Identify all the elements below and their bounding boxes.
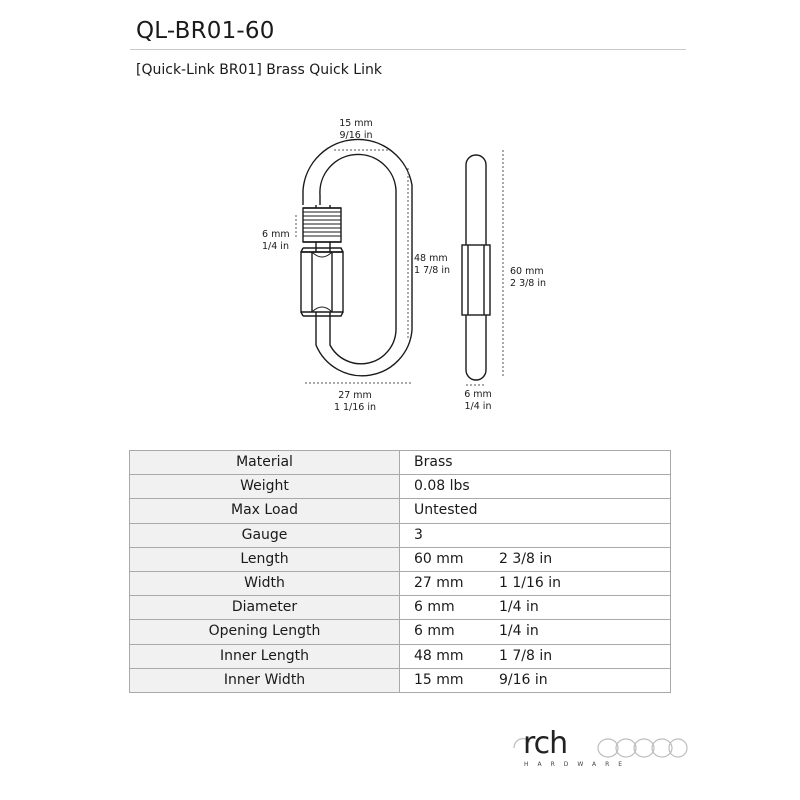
spec-value: 60 mm 2 3/8 in <box>400 547 671 571</box>
side-view-link <box>462 155 490 380</box>
table-row <box>130 644 671 668</box>
product-code-title: QL-BR01-60 <box>136 18 275 44</box>
dim-opening-in: 1/4 in <box>262 241 289 252</box>
screw-thread <box>303 208 341 242</box>
dim-top-mm: 15 mm <box>339 118 373 129</box>
dim-length-in: 2 3/8 in <box>510 278 547 289</box>
dim-length-mm: 60 mm <box>510 266 544 277</box>
barrel-nut <box>301 248 343 316</box>
table-row <box>130 571 671 595</box>
table-row <box>130 547 671 571</box>
spec-value: 0.08 lbs <box>400 475 671 499</box>
table-row <box>130 475 671 499</box>
table-row <box>130 451 671 475</box>
brand-logo-subtext: HARDWARE <box>524 761 632 768</box>
spec-value: 6 mm 1/4 in <box>400 620 671 644</box>
spec-label: Opening Length <box>130 620 400 644</box>
table-row <box>130 499 671 523</box>
spec-value: 15 mm 9/16 in <box>400 668 671 692</box>
dim-width-mm: 27 mm <box>338 390 372 401</box>
spec-value: 48 mm 1 7/8 in <box>400 644 671 668</box>
spec-label: Width <box>130 571 400 595</box>
spec-label: Inner Length <box>130 644 400 668</box>
spec-value: 3 <box>400 523 671 547</box>
dim-top-in: 9/16 in <box>339 130 373 141</box>
spec-value: Brass <box>400 451 671 475</box>
spec-label: Material <box>130 451 400 475</box>
brand-logo-text: rch <box>523 726 568 761</box>
dim-width-in: 1 1/16 in <box>333 402 377 413</box>
spec-table <box>129 450 671 693</box>
dim-opening-mm: 6 mm <box>262 229 290 240</box>
table-row <box>130 596 671 620</box>
spec-value: 6 mm 1/4 in <box>400 596 671 620</box>
spec-label: Gauge <box>130 523 400 547</box>
dim-diameter-mm: 6 mm <box>464 389 492 400</box>
spec-value: Untested <box>400 499 671 523</box>
table-row <box>130 620 671 644</box>
table-row <box>130 668 671 692</box>
dim-diameter-in: 1/4 in <box>464 401 492 412</box>
dim-inner-length-mm: 48 mm <box>414 253 448 264</box>
spec-value: 27 mm 1 1/16 in <box>400 571 671 595</box>
table-row <box>130 523 671 547</box>
dim-inner-length-in: 1 7/8 in <box>414 265 451 276</box>
product-subtitle: [Quick-Link BR01] Brass Quick Link <box>136 62 382 78</box>
spec-label: Weight <box>130 475 400 499</box>
spec-label: Length <box>130 547 400 571</box>
spec-label: Inner Width <box>130 668 400 692</box>
spec-label: Max Load <box>130 499 400 523</box>
spec-label: Diameter <box>130 596 400 620</box>
